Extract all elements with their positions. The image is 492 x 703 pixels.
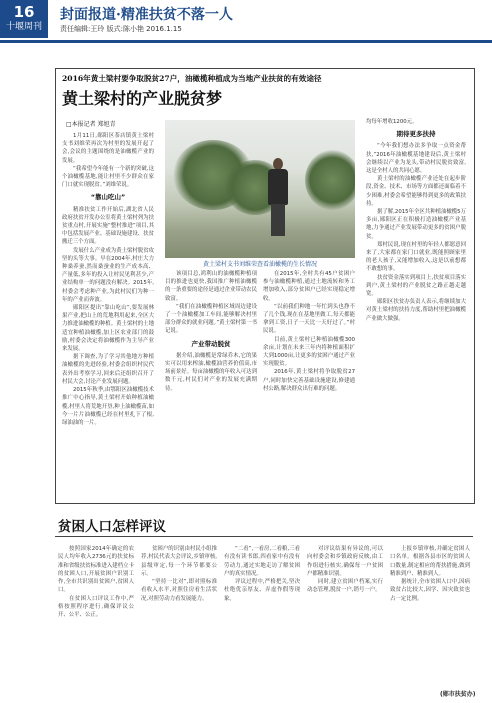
paragraph: 精准扶贫工作开始后,湖北省人民政府扶贫开发办公室将黄土梁村列为扶贫重点村,开展实施“整村推进”项目,其中包括发展产业、基础设施建设、扶贫搬迁三个方面。 bbox=[62, 206, 154, 246]
paragraph: 均每年增收1200元。 bbox=[366, 119, 418, 125]
paragraph: 郧阳区提出“靠山吃山”,要发展林果产业,把山上的荒地利用起来,全区大力推进油橄榄的种植。黄土梁村的土地适宜种植油橄榄,加上区农业部门的鼓励,村委会决定将油橄榄作为主导产业来发展。 bbox=[62, 305, 154, 353]
editors-line: 责任编辑:王玲 版式:陈小艳 2016.1.15 bbox=[60, 25, 182, 33]
brand-name: 十堰周刊 bbox=[5, 22, 42, 32]
paragraph: “今年我们想办法多争取一点资金帮扶,”2016年油橄榄基地建设后,黄土梁村会继续以产业为龙头,带动村民脱贫致富,这是全村人的共同心愿。 bbox=[366, 143, 466, 175]
article-headline: 黄土梁村的产业脱贫梦 bbox=[62, 89, 223, 108]
photo-caption: 黄土梁村支书刘维荣查看油橄榄的生长情况 bbox=[202, 261, 317, 268]
bottom-column-4 bbox=[307, 545, 383, 695]
paragraph: 据下调查,为了学习其他地方种植油橄榄的先进经验,村委会组织村民代表外出考察学习,回来后还组织召开了村民大会,讨论产业发展问题。 bbox=[62, 354, 154, 385]
bottom-column-1 bbox=[58, 545, 134, 695]
section-title: 封面报道·精准扶贫不落一人 bbox=[60, 7, 233, 23]
paragraph: 在贫困人口评议工作中,严格按照程序进行,确保评议公开、公平、公正。 bbox=[58, 595, 134, 619]
page-number-box bbox=[0, 0, 48, 38]
paragraph: 郑村民说,现在村里的年轻人都愿意回来了,大家都在家门口就业,既能照顾家里的老人孩子,又能增加收入,这是以前想都不敢想的事。 bbox=[366, 241, 466, 273]
paragraph: 据统计,全市贫困人口中,因病致贫占比较大,因学、因灾致贫也占一定比例。 bbox=[390, 579, 470, 602]
divider bbox=[55, 536, 473, 537]
paragraph: 2015年秋季,由鄂阳区油橄榄技术推广中心指导,黄土梁村开始种植油橄榄,村里人将荒地开垦,种上油橄榄苗,如今一片片油橄榄已经在村里扎下了根,绿油油的一片。 bbox=[62, 387, 154, 426]
paragraph: 扶贫资金落实到项目上,扶贫项目落实到户,黄土梁村的产业脱贫之路正越走越宽。 bbox=[366, 274, 466, 298]
paragraph: 对评议结果有异议的,可以向村委会和乡镇政府反映,由工作组进行核实,确保每一户贫困户都精准识别。 bbox=[307, 546, 383, 577]
section-subheading: 产业带动脱贫 bbox=[191, 339, 231, 348]
paragraph: 郧阳区扶贫办负责人表示,将继续加大对黄土梁村的扶持力度,帮助村里把油橄榄产业做大做强。 bbox=[366, 299, 466, 322]
section-subheading: “靠山吃山” bbox=[90, 193, 126, 202]
bottom-article-title: 贫困人口怎样评议 bbox=[58, 519, 166, 535]
bottom-column-2 bbox=[141, 545, 217, 695]
article-column-2 bbox=[165, 270, 257, 492]
paragraph: 评议过程中,严格把关,坚决杜绝优亲厚友、弄虚作假等现象。 bbox=[224, 579, 300, 602]
paragraph: 据了解,2015年全区共种植油橄榄5万多亩,郧阳区正在积极打造油橄榄产业基地,力争通过产业发展带动更多的贫困户脱贫。 bbox=[366, 209, 466, 240]
paragraph: “二看”,一看房,二看粮,三看有没有读书郎,四看家中有没有劳动力,通过实地走访了解贫困户的真实情况。 bbox=[224, 546, 300, 577]
paragraph: 按照国家2014年确定的农民人均年收入2736元的扶贫标准和省级扶贫标准进入建档立卡的贫困人口,开展贫困户识别工作,全市共识别出贫困户,贫困人口。 bbox=[58, 546, 134, 594]
bottom-column-3 bbox=[224, 545, 300, 695]
paragraph: 同时,建立贫困户档案,实行动态管理,脱贫一户,销号一户。 bbox=[307, 579, 383, 594]
paragraph: “我们在油橄榄种植区域周边建设了一个油橄榄加工车间,能够解决村里部分群众的就业问题。”黄土梁村第一书记说。 bbox=[165, 303, 257, 335]
paragraph: 黄土梁村的油橄榄产业还处在起步阶段,资金、技术、市场等方面都还面临着不少困难,村委会希望能够得到更多的政策扶持。 bbox=[366, 176, 466, 207]
article-photo bbox=[165, 120, 355, 258]
article-column-3 bbox=[263, 270, 355, 492]
paragraph: 上报乡镇审核,并确定贫困人口名单。根据各县市区的贫困人口数量,制定相应的帮扶措施,做到精准到户、精准到人。 bbox=[390, 546, 470, 577]
paragraph: 据介绍,油橄榄是常绿乔木,它的果实可以用来榨油,橄榄油营养价值高,市场前景好。每亩油橄榄的年收入可达到数千元,村民们对产业的发展充满期待。 bbox=[165, 352, 257, 392]
section-subheading: 期待更多扶持 bbox=[396, 130, 436, 139]
bottom-column-5 bbox=[390, 545, 470, 685]
page-header bbox=[0, 0, 492, 43]
paragraph: 2016年,黄土梁村将争取脱贫27户,同时加快完善基础设施建设,修建通村公路,解决群众出行难的问题。 bbox=[263, 369, 355, 392]
article-column-4 bbox=[366, 118, 466, 492]
paragraph: 发展什么产业成为黄土梁村脱贫攻坚的头等大事。早在2004年,村庄大力种桑养蚕,然而桑蚕业的生产成本高、产量低,多年的投入让村民见利甚少,产业结构单一的问题没有解决。2015年,村委会考虑种产业,为此村民们为种一年的产业而奔波。 bbox=[62, 247, 154, 303]
page-number: 16 bbox=[13, 3, 35, 21]
byline: □本报记者 郑旭青 bbox=[66, 121, 116, 128]
paragraph: 1月11日,郧阳区茶店镇黄土梁村支书刘维荣再次为村里的发展开起了会,会议的主题围绕的是油橄榄产业的发展。 bbox=[62, 133, 154, 164]
paragraph: 该项目总,鸿利山的油橄榄种植项目的推进也更快,我国推广种植油橄榄的一条重要的途径是通过企业带动农民致富。 bbox=[165, 271, 257, 302]
paragraph: 目前,黄土梁村已种植油橄榄300余亩,计划在未来三年内将种植面积扩大到1000亩,让更多的贫困户通过产业实现脱贫。 bbox=[263, 336, 355, 368]
article-subtitle: 2016年黄土梁村要争取脱贫27户，油橄榄种植成为当地产业扶贫的有效途径 bbox=[62, 74, 322, 83]
paragraph: 在2015年,全村共有45户贫困户参与油橄榄种植,通过土地流转和务工增加收入,部分贫困户已经实现稳定增收。 bbox=[263, 271, 355, 302]
paragraph: “以前我们种地一年忙到头也挣不了几个钱,现在在基地里做工,每天都能拿到工资,日子一天比一天好过了。”村民说。 bbox=[263, 303, 355, 335]
paragraph: “坚持一比对”,即对照标准看收入水平,对照住房看生活状况,对照劳动力看发展能力。 bbox=[141, 579, 217, 602]
source-note: (郧市扶贫办) bbox=[440, 691, 476, 698]
person-figure bbox=[265, 158, 291, 238]
paragraph: “我希望今年能有一个新的突破,这个油橄榄基地,能让村里不少群众在家门口就实现脱贫。”刘维荣说。 bbox=[62, 165, 154, 189]
olive-tree bbox=[305, 150, 355, 210]
paragraph: 贫困户的识别由村民小组推荐,村民代表大会评议,乡镇审核,县级审定,每一个环节都要公示。 bbox=[141, 546, 217, 577]
article-column-1 bbox=[62, 132, 154, 492]
